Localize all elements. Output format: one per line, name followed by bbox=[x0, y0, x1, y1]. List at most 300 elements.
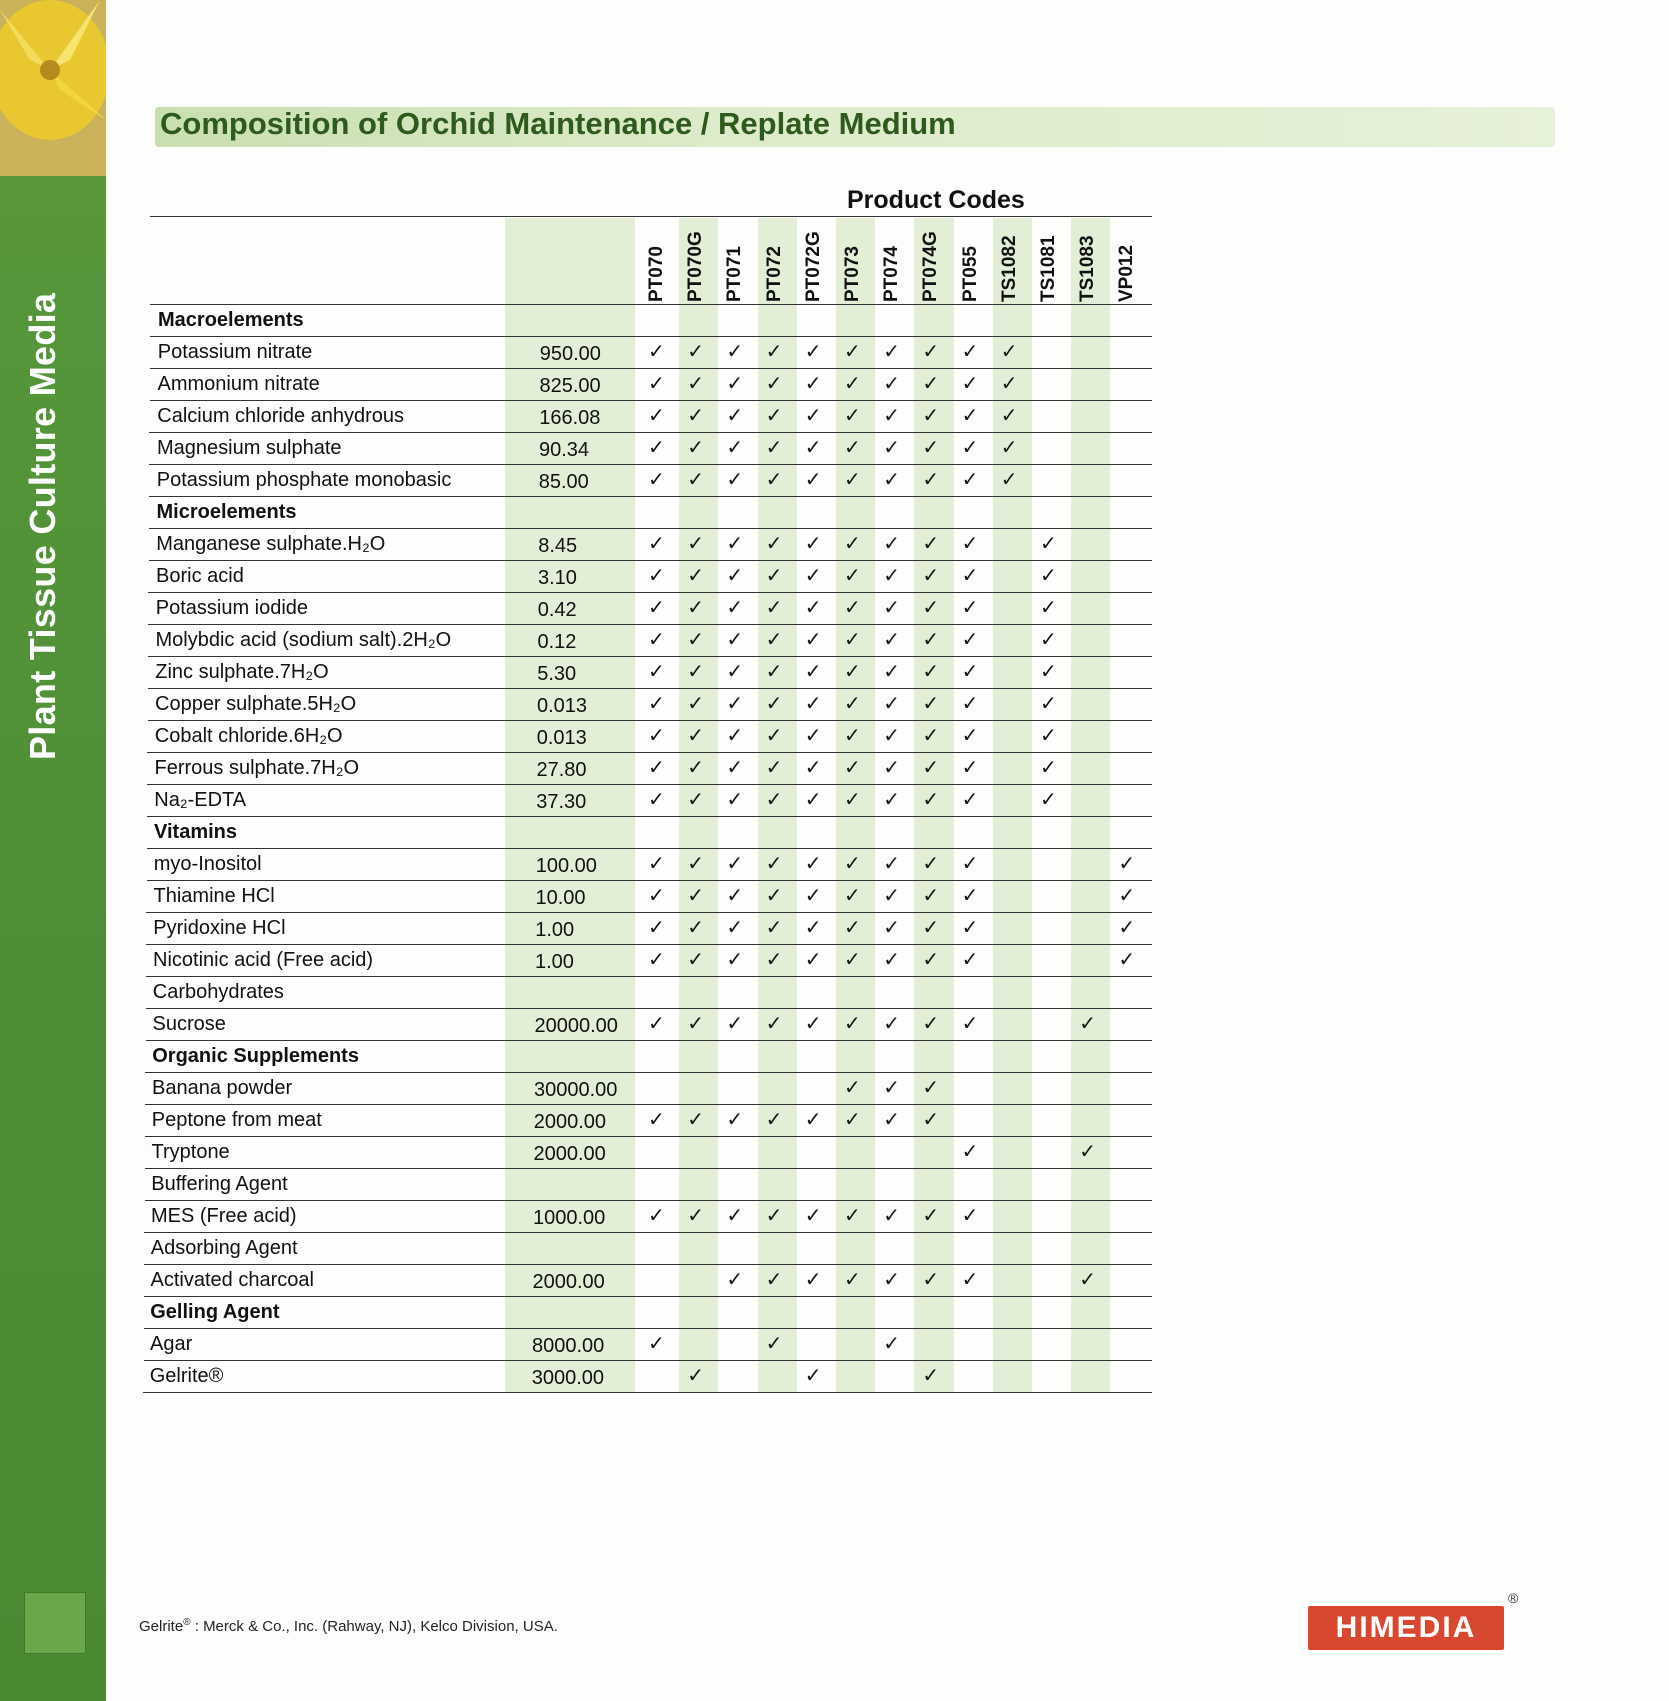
check-icon: ✓ bbox=[765, 693, 783, 715]
check-icon: ✓ bbox=[961, 597, 979, 619]
check-icon: ✓ bbox=[687, 405, 704, 427]
table-row-value: 20000.00 bbox=[534, 1015, 618, 1037]
section-header: Organic Supplements bbox=[152, 1045, 359, 1067]
check-icon: ✓ bbox=[648, 885, 665, 907]
page-title: Composition of Orchid Maintenance / Replate Medium bbox=[160, 106, 956, 141]
check-icon: ✓ bbox=[687, 341, 704, 363]
check-icon: ✓ bbox=[961, 949, 979, 971]
table-top-rule bbox=[150, 216, 1152, 217]
product-codes-label: Product Codes bbox=[847, 186, 1025, 214]
table-row-name: Boric acid bbox=[156, 565, 244, 587]
check-icon: ✓ bbox=[883, 1333, 900, 1355]
table-row-name: Ferrous sulphate.7H₂O bbox=[154, 757, 360, 779]
check-icon: ✓ bbox=[844, 757, 861, 779]
check-icon: ✓ bbox=[883, 661, 900, 683]
check-icon: ✓ bbox=[765, 533, 783, 555]
check-icon: ✓ bbox=[726, 725, 744, 747]
check-icon: ✓ bbox=[687, 757, 704, 779]
row-rule bbox=[144, 1360, 1152, 1361]
check-icon: ✓ bbox=[922, 373, 940, 395]
check-icon: ✓ bbox=[687, 1013, 704, 1035]
check-icon: ✓ bbox=[804, 405, 822, 427]
table-row-name: Magnesium sulphate bbox=[157, 437, 342, 459]
check-icon: ✓ bbox=[687, 1109, 704, 1131]
code-header bbox=[1077, 276, 1107, 302]
check-icon: ✓ bbox=[844, 405, 861, 427]
row-rule bbox=[148, 656, 1152, 657]
check-icon: ✓ bbox=[883, 693, 900, 715]
check-icon: ✓ bbox=[648, 1333, 665, 1355]
check-icon: ✓ bbox=[726, 533, 744, 555]
table-row-value: 30000.00 bbox=[534, 1079, 618, 1101]
code-header: PT074 bbox=[881, 246, 903, 302]
table-row-value: 0.12 bbox=[537, 631, 577, 653]
table-row-name: Adsorbing Agent bbox=[150, 1237, 298, 1259]
check-icon: ✓ bbox=[804, 693, 822, 715]
check-icon: ✓ bbox=[687, 725, 704, 747]
check-icon: ✓ bbox=[648, 565, 665, 587]
check-icon: ✓ bbox=[687, 565, 704, 587]
check-icon: ✓ bbox=[883, 469, 900, 491]
check-icon: ✓ bbox=[883, 1109, 900, 1131]
check-icon: ✓ bbox=[687, 789, 704, 811]
check-icon: ✓ bbox=[922, 533, 940, 555]
check-icon: ✓ bbox=[883, 757, 900, 779]
check-icon: ✓ bbox=[726, 949, 744, 971]
check-icon: ✓ bbox=[765, 405, 783, 427]
table-row-name: Molybdic acid (sodium salt).2H₂O bbox=[155, 629, 452, 651]
check-icon: ✓ bbox=[844, 341, 861, 363]
check-icon: ✓ bbox=[922, 1269, 940, 1291]
check-icon: ✓ bbox=[687, 661, 704, 683]
check-icon: ✓ bbox=[726, 1205, 744, 1227]
check-icon: ✓ bbox=[883, 1013, 900, 1035]
table-row-value: 1000.00 bbox=[533, 1207, 606, 1229]
check-icon: ✓ bbox=[961, 437, 979, 459]
check-icon: ✓ bbox=[726, 917, 744, 939]
check-icon: ✓ bbox=[726, 1109, 744, 1131]
check-icon: ✓ bbox=[804, 917, 822, 939]
check-icon: ✓ bbox=[961, 757, 979, 779]
check-icon: ✓ bbox=[765, 757, 783, 779]
check-icon: ✓ bbox=[883, 949, 900, 971]
check-icon: ✓ bbox=[844, 437, 861, 459]
check-icon: ✓ bbox=[726, 1269, 744, 1291]
check-icon: ✓ bbox=[961, 789, 979, 811]
check-icon: ✓ bbox=[726, 437, 744, 459]
check-icon: ✓ bbox=[804, 373, 822, 395]
table-row-value: 2000.00 bbox=[533, 1143, 606, 1165]
table-row-name: Manganese sulphate.H₂O bbox=[156, 533, 386, 555]
check-icon: ✓ bbox=[844, 917, 861, 939]
check-icon: ✓ bbox=[726, 469, 744, 491]
check-icon: ✓ bbox=[804, 469, 822, 491]
check-icon: ✓ bbox=[1000, 469, 1018, 491]
row-rule bbox=[148, 592, 1152, 593]
check-icon: ✓ bbox=[765, 885, 783, 907]
code-header: PT071 bbox=[724, 246, 746, 302]
table-row-name: Calcium chloride anhydrous bbox=[157, 405, 405, 427]
check-icon: ✓ bbox=[687, 629, 704, 651]
check-icon: ✓ bbox=[687, 949, 704, 971]
table-row-value: 1.00 bbox=[535, 951, 574, 973]
check-icon: ✓ bbox=[961, 341, 979, 363]
check-icon: ✓ bbox=[961, 693, 979, 715]
check-icon: ✓ bbox=[726, 341, 744, 363]
table-row-value: 3.10 bbox=[538, 567, 577, 589]
check-icon: ✓ bbox=[648, 341, 665, 363]
code-header: PT055 bbox=[959, 246, 981, 302]
footnote-brand: Gelrite bbox=[139, 1618, 184, 1635]
check-icon: ✓ bbox=[883, 437, 900, 459]
check-icon: ✓ bbox=[922, 1365, 940, 1387]
footnote-mark: ® bbox=[183, 1617, 191, 1628]
check-icon: ✓ bbox=[883, 405, 900, 427]
check-icon: ✓ bbox=[922, 437, 940, 459]
table-row-value: 90.34 bbox=[539, 439, 590, 461]
check-icon: ✓ bbox=[648, 789, 665, 811]
table-row-value: 85.00 bbox=[538, 471, 589, 493]
table-row-name: Nicotinic acid (Free acid) bbox=[153, 949, 374, 971]
check-icon: ✓ bbox=[1079, 1269, 1096, 1291]
check-icon: ✓ bbox=[765, 725, 783, 747]
table-row-value: 27.80 bbox=[536, 759, 587, 781]
row-rule bbox=[150, 368, 1152, 369]
row-rule bbox=[149, 432, 1152, 433]
table-row-name: myo-Inositol bbox=[153, 853, 262, 875]
check-icon: ✓ bbox=[961, 661, 979, 683]
row-rule bbox=[147, 880, 1152, 881]
check-icon: ✓ bbox=[961, 565, 979, 587]
check-icon: ✓ bbox=[687, 853, 704, 875]
row-rule bbox=[146, 976, 1152, 977]
check-icon: ✓ bbox=[804, 597, 822, 619]
check-icon: ✓ bbox=[687, 533, 704, 555]
check-icon: ✓ bbox=[726, 405, 744, 427]
table-row-value: 10.00 bbox=[535, 887, 586, 909]
row-rule bbox=[145, 1200, 1152, 1201]
check-icon: ✓ bbox=[648, 437, 665, 459]
check-icon: ✓ bbox=[961, 917, 979, 939]
table-row-value: 37.30 bbox=[536, 791, 587, 813]
table-row-value: 8.45 bbox=[538, 535, 578, 557]
check-icon: ✓ bbox=[961, 885, 979, 907]
check-icon: ✓ bbox=[922, 341, 940, 363]
check-icon: ✓ bbox=[726, 565, 744, 587]
row-rule bbox=[146, 944, 1152, 945]
check-icon: ✓ bbox=[961, 725, 979, 747]
check-icon: ✓ bbox=[922, 469, 940, 491]
table-row-name: Thiamine HCl bbox=[153, 885, 275, 907]
check-icon: ✓ bbox=[804, 1013, 822, 1035]
check-icon: ✓ bbox=[844, 629, 861, 651]
check-icon: ✓ bbox=[804, 341, 822, 363]
table-row-name: Carbohydrates bbox=[152, 981, 284, 1003]
check-icon: ✓ bbox=[844, 373, 861, 395]
check-icon: ✓ bbox=[922, 757, 940, 779]
check-icon: ✓ bbox=[726, 757, 744, 779]
check-icon: ✓ bbox=[1118, 917, 1136, 939]
check-icon: ✓ bbox=[883, 629, 900, 651]
check-icon: ✓ bbox=[1000, 341, 1018, 363]
check-icon: ✓ bbox=[922, 565, 940, 587]
check-icon: ✓ bbox=[687, 917, 704, 939]
code-header: PT072G bbox=[802, 231, 824, 302]
check-icon: ✓ bbox=[648, 373, 665, 395]
check-icon: ✓ bbox=[804, 1269, 822, 1291]
table-row-name: Na₂-EDTA bbox=[154, 789, 247, 811]
table-row-name: Banana powder bbox=[152, 1077, 293, 1099]
check-icon: ✓ bbox=[648, 949, 665, 971]
logo-registered-mark: ® bbox=[1508, 1590, 1519, 1606]
check-icon: ✓ bbox=[1000, 405, 1018, 427]
check-icon: ✓ bbox=[804, 789, 822, 811]
check-icon: ✓ bbox=[648, 853, 665, 875]
row-rule bbox=[148, 720, 1152, 721]
check-icon: ✓ bbox=[687, 1365, 704, 1387]
check-icon: ✓ bbox=[648, 1205, 665, 1227]
check-icon: ✓ bbox=[804, 757, 822, 779]
check-icon: ✓ bbox=[844, 1013, 861, 1035]
table-header-rule bbox=[150, 304, 1152, 305]
row-rule bbox=[144, 1232, 1152, 1233]
check-icon: ✓ bbox=[961, 1269, 979, 1291]
check-icon: ✓ bbox=[844, 789, 861, 811]
check-icon: ✓ bbox=[1000, 373, 1018, 395]
check-icon: ✓ bbox=[844, 949, 861, 971]
check-icon: ✓ bbox=[961, 853, 979, 875]
check-icon: ✓ bbox=[883, 1205, 900, 1227]
check-icon: ✓ bbox=[961, 1013, 979, 1035]
check-icon: ✓ bbox=[765, 661, 783, 683]
check-icon: ✓ bbox=[687, 1205, 704, 1227]
check-icon: ✓ bbox=[1040, 725, 1057, 747]
table-row-name: Zinc sulphate.7H₂O bbox=[155, 661, 329, 683]
column-band bbox=[1071, 218, 1110, 1392]
check-icon: ✓ bbox=[922, 853, 940, 875]
row-rule bbox=[145, 1104, 1152, 1105]
check-icon: ✓ bbox=[804, 1109, 822, 1131]
check-icon: ✓ bbox=[961, 533, 979, 555]
row-rule bbox=[145, 1072, 1152, 1073]
check-icon: ✓ bbox=[765, 853, 783, 875]
check-icon: ✓ bbox=[804, 949, 822, 971]
check-icon: ✓ bbox=[922, 949, 940, 971]
check-icon: ✓ bbox=[765, 1205, 783, 1227]
table-row-name: Potassium nitrate bbox=[157, 341, 313, 363]
row-rule bbox=[149, 464, 1152, 465]
check-icon: ✓ bbox=[922, 917, 940, 939]
check-icon: ✓ bbox=[804, 885, 822, 907]
check-icon: ✓ bbox=[1040, 629, 1057, 651]
check-icon: ✓ bbox=[804, 565, 822, 587]
check-icon: ✓ bbox=[765, 949, 783, 971]
row-rule bbox=[146, 912, 1152, 913]
check-icon: ✓ bbox=[765, 789, 783, 811]
code-header: VP012 bbox=[1116, 244, 1138, 302]
check-icon: ✓ bbox=[726, 885, 744, 907]
check-icon: ✓ bbox=[844, 1205, 861, 1227]
check-icon: ✓ bbox=[726, 597, 744, 619]
row-rule bbox=[147, 784, 1152, 785]
check-icon: ✓ bbox=[804, 661, 822, 683]
table-row-value: 3000.00 bbox=[531, 1367, 605, 1389]
row-rule bbox=[148, 688, 1152, 689]
check-icon: ✓ bbox=[922, 725, 940, 747]
table-row-name: MES (Free acid) bbox=[151, 1205, 297, 1227]
check-icon: ✓ bbox=[883, 917, 900, 939]
row-rule bbox=[143, 1392, 1152, 1393]
check-icon: ✓ bbox=[648, 1109, 665, 1131]
table-row-value: 2000.00 bbox=[533, 1111, 607, 1133]
footnote bbox=[139, 1617, 558, 1635]
row-rule bbox=[150, 336, 1152, 337]
check-icon: ✓ bbox=[961, 1205, 979, 1227]
table-row-name: Tryptone bbox=[151, 1141, 230, 1163]
check-icon: ✓ bbox=[922, 661, 940, 683]
table-row-value: 0.013 bbox=[536, 727, 587, 749]
check-icon: ✓ bbox=[804, 1205, 822, 1227]
check-icon: ✓ bbox=[922, 885, 940, 907]
check-icon: ✓ bbox=[687, 693, 704, 715]
check-icon: ✓ bbox=[883, 725, 900, 747]
row-rule bbox=[145, 1168, 1152, 1169]
section-header: Microelements bbox=[156, 501, 297, 523]
row-rule bbox=[148, 624, 1152, 625]
check-icon: ✓ bbox=[648, 533, 665, 555]
table-row-value: 2000.00 bbox=[532, 1271, 605, 1293]
check-icon: ✓ bbox=[883, 1269, 900, 1291]
check-icon: ✓ bbox=[648, 917, 665, 939]
check-icon: ✓ bbox=[726, 373, 744, 395]
check-icon: ✓ bbox=[804, 629, 822, 651]
table-row-name: Cobalt chloride.6H₂O bbox=[154, 725, 343, 747]
check-icon: ✓ bbox=[765, 597, 783, 619]
check-icon: ✓ bbox=[726, 853, 744, 875]
check-icon: ✓ bbox=[648, 629, 665, 651]
table-row-value: 5.30 bbox=[537, 663, 577, 685]
code-header: TS1081 bbox=[1038, 235, 1059, 302]
check-icon: ✓ bbox=[922, 405, 940, 427]
row-rule bbox=[146, 1040, 1152, 1041]
check-icon: ✓ bbox=[922, 1205, 940, 1227]
check-icon: ✓ bbox=[804, 437, 822, 459]
check-icon: ✓ bbox=[765, 1333, 783, 1355]
check-icon: ✓ bbox=[1040, 757, 1057, 779]
check-icon: ✓ bbox=[687, 437, 704, 459]
code-header: PT070 bbox=[646, 246, 667, 302]
check-icon: ✓ bbox=[765, 917, 783, 939]
row-rule bbox=[149, 496, 1152, 497]
table-row-value: 950.00 bbox=[539, 343, 601, 365]
code-header bbox=[920, 276, 950, 302]
check-icon: ✓ bbox=[765, 1013, 783, 1035]
check-icon: ✓ bbox=[883, 373, 900, 395]
check-icon: ✓ bbox=[922, 789, 940, 811]
check-icon: ✓ bbox=[1040, 789, 1057, 811]
check-icon: ✓ bbox=[1118, 853, 1136, 875]
check-icon: ✓ bbox=[726, 1013, 744, 1035]
check-icon: ✓ bbox=[844, 597, 861, 619]
check-icon: ✓ bbox=[648, 405, 665, 427]
check-icon: ✓ bbox=[961, 405, 979, 427]
check-icon: ✓ bbox=[922, 693, 940, 715]
check-icon: ✓ bbox=[1118, 885, 1136, 907]
table-row-value: 166.08 bbox=[539, 407, 601, 429]
check-icon: ✓ bbox=[648, 725, 665, 747]
table-row-name: Copper sulphate.5H₂O bbox=[155, 693, 357, 715]
himedia-logo: HIMEDIA bbox=[1308, 1606, 1504, 1650]
check-icon: ✓ bbox=[687, 597, 704, 619]
check-icon: ✓ bbox=[1040, 565, 1057, 587]
table-row-name: Potassium phosphate monobasic bbox=[156, 469, 452, 491]
section-header: Vitamins bbox=[154, 821, 237, 843]
check-icon: ✓ bbox=[883, 565, 900, 587]
check-icon: ✓ bbox=[726, 661, 744, 683]
check-icon: ✓ bbox=[844, 661, 861, 683]
table-row-name: Ammonium nitrate bbox=[157, 373, 320, 395]
check-icon: ✓ bbox=[883, 1077, 900, 1099]
table-row-name: Activated charcoal bbox=[150, 1269, 314, 1291]
check-icon: ✓ bbox=[1079, 1013, 1096, 1035]
check-icon: ✓ bbox=[883, 597, 900, 619]
check-icon: ✓ bbox=[844, 853, 861, 875]
check-icon: ✓ bbox=[844, 1109, 861, 1131]
check-icon: ✓ bbox=[687, 373, 704, 395]
check-icon: ✓ bbox=[844, 533, 861, 555]
check-icon: ✓ bbox=[765, 341, 783, 363]
check-icon: ✓ bbox=[726, 693, 744, 715]
check-icon: ✓ bbox=[765, 469, 783, 491]
check-icon: ✓ bbox=[1040, 661, 1057, 683]
check-icon: ✓ bbox=[1040, 693, 1057, 715]
check-icon: ✓ bbox=[883, 533, 900, 555]
check-icon: ✓ bbox=[844, 693, 861, 715]
row-rule bbox=[146, 1008, 1152, 1009]
check-icon: ✓ bbox=[765, 565, 783, 587]
check-icon: ✓ bbox=[883, 885, 900, 907]
check-icon: ✓ bbox=[1040, 533, 1057, 555]
check-icon: ✓ bbox=[804, 533, 822, 555]
check-icon: ✓ bbox=[765, 1269, 783, 1291]
check-icon: ✓ bbox=[883, 789, 900, 811]
row-rule bbox=[144, 1264, 1152, 1265]
row-rule bbox=[150, 400, 1152, 401]
check-icon: ✓ bbox=[844, 725, 861, 747]
row-rule bbox=[147, 848, 1152, 849]
check-icon: ✓ bbox=[687, 885, 704, 907]
code-header bbox=[999, 276, 1029, 302]
check-icon: ✓ bbox=[804, 725, 822, 747]
footnote-text: : Merck & Co., Inc. (Rahway, NJ), Kelco Division, USA. bbox=[190, 1618, 558, 1635]
check-icon: ✓ bbox=[922, 1109, 940, 1131]
check-icon: ✓ bbox=[648, 757, 665, 779]
check-icon: ✓ bbox=[922, 629, 940, 651]
check-icon: ✓ bbox=[844, 885, 861, 907]
section-header: Macroelements bbox=[158, 309, 304, 331]
row-rule bbox=[144, 1328, 1152, 1329]
check-icon: ✓ bbox=[648, 661, 665, 683]
code-header bbox=[842, 276, 872, 302]
check-icon: ✓ bbox=[648, 693, 665, 715]
check-icon: ✓ bbox=[1000, 437, 1018, 459]
check-icon: ✓ bbox=[765, 1109, 783, 1131]
check-icon: ✓ bbox=[844, 565, 861, 587]
table-row-name: Gelrite® bbox=[149, 1365, 224, 1387]
check-icon: ✓ bbox=[1118, 949, 1136, 971]
check-icon: ✓ bbox=[1040, 597, 1057, 619]
row-rule bbox=[144, 1296, 1152, 1297]
